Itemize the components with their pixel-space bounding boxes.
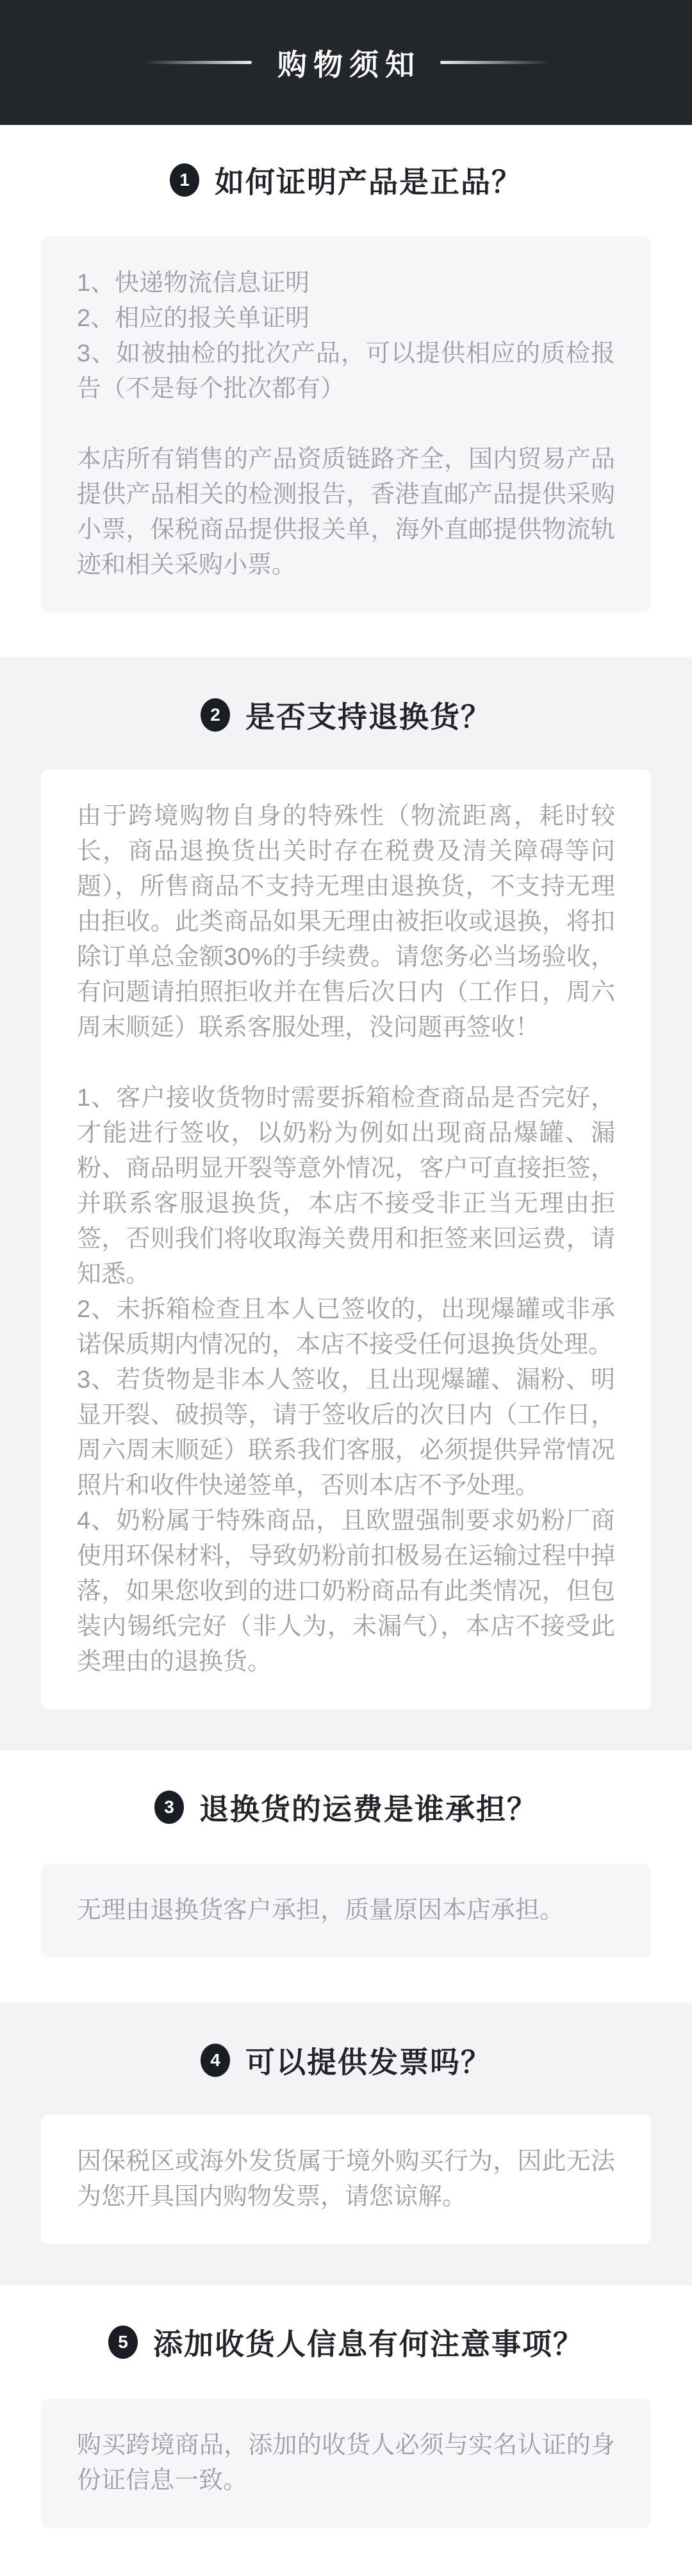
section-1-body-box	[41, 236, 651, 612]
paragraph-spacer	[77, 407, 615, 442]
section-recipient-info	[0, 2321, 692, 2528]
number-badge-4: 4	[201, 2044, 230, 2077]
section-2-heading	[0, 694, 692, 736]
bottom-whitespace	[0, 2528, 692, 2576]
paragraph: 因保税区或海外发货属于境外购买行为，因此无法为您开具国内购物发票，请您谅解。	[77, 2148, 615, 2210]
list-item: 1、快递物流信息证明	[77, 270, 310, 297]
paragraph: 无理由退换货客户承担，质量原因本店承担。	[77, 1897, 564, 1924]
section-4-body-box	[41, 2115, 651, 2244]
list-item: 3、若货物是非本人签收，且出现爆罐、漏粉、明显开裂、破损等，请于签收后的次日内（工作日，周六周末顺延）联系我们客服，必须提供异常情况照片和收件快递签单，否则本店不予处理。	[77, 1366, 615, 1499]
section-1-title: 如何证明产品是正品？	[215, 165, 522, 199]
page-header	[0, 0, 692, 125]
paragraph: 由于跨境购物自身的特殊性（物流距离，耗时较长，商品退换货出关时存在税费及清关障碍等问题），所售商品不支持无理由退换货，不支持无理由拒收。此类商品如果无理由被拒收或退换，将扣除订单总金额30%的手续费。请您务必当场验收，有问题请拍照拒收并在售后次日内（工作日，周六周末顺延）联系客服处理，没问题再签收！	[77, 803, 615, 1041]
section-5-heading	[0, 2321, 692, 2363]
section-3-heading	[0, 1786, 692, 1828]
list-item: 4、奶粉属于特殊商品，且欧盟强制要求奶粉厂商使用环保材料，导致奶粉前扣极易在运输过程中掉落，如果您收到的进口奶粉商品有此类情况，但包装内锡纸完好（非人为，未漏气），本店不接受此类理由的退换货。	[77, 1507, 615, 1675]
number-badge-1: 1	[170, 163, 199, 197]
section-2-title: 是否支持退换货？	[245, 700, 491, 734]
section-returns-policy	[0, 657, 692, 1750]
section-1-heading	[0, 159, 692, 201]
list-item: 1、客户接收货物时需要拆箱检查商品是否完好，才能进行签收，以奶粉为例如出现商品爆罐、漏粉、商品明显开裂等意外情况，客户可直接拒签，并联系客服退换货，本店不接受非正当无理由拒签，否则我们将收取海关费用和拒签来回运费，请知悉。	[77, 1085, 615, 1288]
number-badge-2: 2	[201, 698, 230, 732]
section-3-title: 退换货的运费是谁承担？	[199, 1793, 538, 1826]
section-3-body-box	[41, 1864, 651, 1958]
paragraph: 购买跨境商品，添加的收货人必须与实名认证的身份证信息一致。	[77, 2432, 615, 2494]
list-item: 2、未拆箱检查且本人已签收的，出现爆罐或非承诺保质期内情况的，本店不接受任何退换货处理。	[77, 1296, 615, 1358]
page-title: 购物须知	[277, 47, 421, 81]
number-badge-3: 3	[154, 1791, 184, 1824]
section-4-heading	[0, 2039, 692, 2081]
section-authenticity	[0, 159, 692, 612]
paragraph-spacer	[77, 1046, 615, 1081]
section-invoice	[0, 2003, 692, 2285]
section-shipping-fee	[0, 1786, 692, 1958]
header-decorative-line-right-icon	[440, 61, 549, 64]
list-item: 3、如被抽检的批次产品，可以提供相应的质检报告（不是每个批次都有）	[77, 340, 615, 402]
section-5-title: 添加收货人信息有何注意事项？	[153, 2327, 584, 2361]
section-4-title: 可以提供发票吗？	[245, 2046, 491, 2079]
section-5-body-box	[41, 2399, 651, 2528]
section-2-body-box	[41, 769, 651, 1709]
paragraph: 本店所有销售的产品资质链路齐全，国内贸易产品提供产品相关的检测报告，香港直邮产品提供采购小票，保税商品提供报关单，海外直邮提供物流轨迹和相关采购小票。	[77, 446, 615, 578]
header-decorative-line-left-icon	[143, 61, 252, 64]
list-item: 2、相应的报关单证明	[77, 305, 310, 332]
number-badge-5: 5	[108, 2326, 138, 2359]
